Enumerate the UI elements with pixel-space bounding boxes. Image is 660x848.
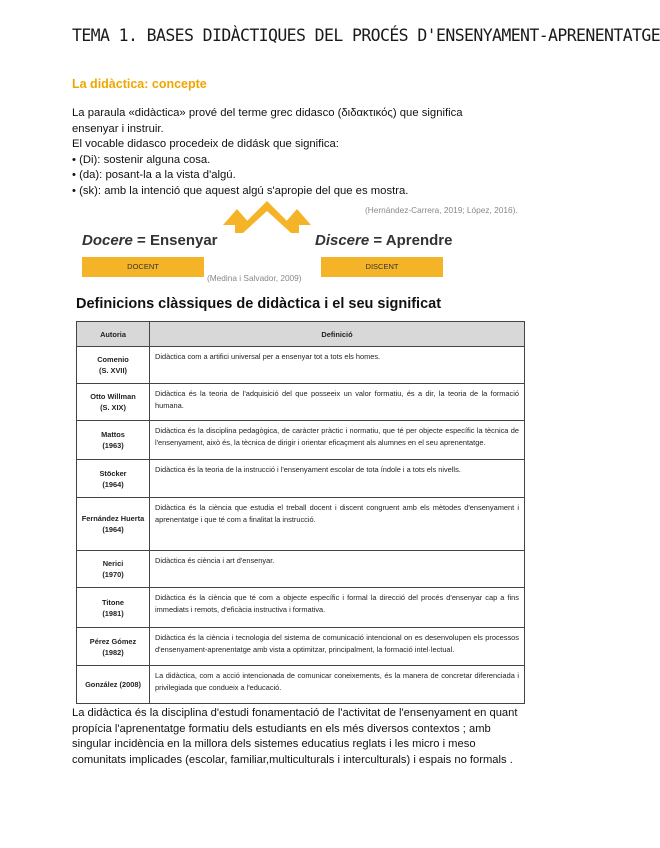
table-row bbox=[77, 588, 525, 628]
intro-line: • (Di): sostenir alguna cosa. bbox=[72, 153, 211, 166]
discere-equals: = bbox=[369, 232, 386, 249]
definition-cell: Didàctica és la ciència que estudia el treball docent i discent congruent amb els mètodes d'ensenyament i aprenentatge i que té com a finalitat la instrucció. bbox=[150, 498, 525, 551]
section-subtitle: La didàctica: concepte bbox=[72, 77, 207, 91]
citation-hernandez-lopez: (Hernández-Carrera, 2019; López, 2016). bbox=[365, 205, 518, 215]
definition-cell: La didàctica, com a acció intencionada de comunicar coneixements, és la manera de concretar diferenciada i privilegiada que condueix a l'educació. bbox=[150, 666, 525, 704]
docent-badge: DOCENT bbox=[82, 257, 204, 277]
author-cell: Nerici (1970) bbox=[77, 551, 150, 588]
docere-term bbox=[82, 232, 218, 249]
bidirectional-arrow-icon bbox=[221, 195, 313, 237]
table-row bbox=[77, 421, 525, 460]
definitions-table bbox=[76, 321, 525, 704]
table-row bbox=[77, 384, 525, 421]
closing-line: La didàctica és la disciplina d'estudi fonamentació de l'activitat de l'ensenyament en quant bbox=[72, 707, 518, 719]
intro-line: • (sk): amb la intenció que aquest algú s'apropie del que es mostra. bbox=[72, 184, 409, 197]
docere-equals: = bbox=[132, 232, 150, 249]
author-cell: Comenio (S. XVII) bbox=[77, 347, 150, 384]
author-cell: Stöcker (1964) bbox=[77, 460, 150, 498]
closing-line: singular incidència en la millora dels sistemes educatius reglats i les micro i meso bbox=[72, 738, 476, 750]
page-title: TEMA 1. BASES DIDÀCTIQUES DEL PROCÉS D'ENSENYAMENT-APRENENTATGE bbox=[72, 26, 660, 45]
definition-cell: Didàctica és la ciència que té com a objecte específic i formal la direcció del procés d'ensenyar cap a fins immediats i remots, d'eficàcia instructiva i formativa. bbox=[150, 588, 525, 628]
intro-paragraph bbox=[72, 106, 542, 199]
table-header-row bbox=[77, 322, 525, 347]
definition-cell: Didàctica és ciència i art d'ensenyar. bbox=[150, 551, 525, 588]
definition-cell: Didàctica com a artifici universal per a ensenyar tot a tots els homes. bbox=[150, 347, 525, 384]
discere-latin: Discere bbox=[315, 232, 370, 249]
discent-badge: DISCENT bbox=[321, 257, 443, 277]
definitions-title: Definicions clàssiques de didàctica i el seu significat bbox=[76, 296, 442, 312]
table-row bbox=[77, 628, 525, 666]
author-cell: Mattos (1963) bbox=[77, 421, 150, 460]
definition-cell: Didàctica és la teoria de la instrucció i l'ensenyament escolar de tota índole i a tots els nivells. bbox=[150, 460, 525, 498]
docere-latin: Docere bbox=[82, 232, 133, 249]
intro-line: • (da): posant-la a la vista d'algú. bbox=[72, 169, 236, 181]
intro-line: La paraula «didàctica» prové del terme grec didasco (διδακτικός) que significa bbox=[72, 107, 463, 119]
definition-cell: Didàctica és la ciència i tecnologia del sistema de comunicació intencional on es desenvolupen els processos d'ensenyament-aprenentatge amb vista a optimitzar, principalment, la formació intel·lectual. bbox=[150, 628, 525, 666]
table-row bbox=[77, 347, 525, 384]
table-row bbox=[77, 551, 525, 588]
table-row bbox=[77, 498, 525, 551]
intro-line: ensenyar i instruir. bbox=[72, 122, 164, 135]
author-cell: González (2008) bbox=[77, 666, 150, 704]
discere-catalan: Aprendre bbox=[385, 232, 453, 249]
citation-medina-salvador: (Medina i Salvador, 2009) bbox=[207, 273, 302, 283]
intro-line: El vocable didasco procedeix de didásk que significa: bbox=[72, 138, 339, 150]
author-cell: Fernández Huerta (1964) bbox=[77, 498, 150, 551]
closing-paragraph bbox=[72, 706, 532, 768]
closing-line: propícia l'aprenentatge formatiu dels estudiants en els més diversos contextos ; amb bbox=[72, 722, 491, 735]
author-cell: Titone (1981) bbox=[77, 588, 150, 628]
definition-column-header: Definició bbox=[150, 322, 525, 347]
docere-catalan: Ensenyar bbox=[149, 232, 218, 249]
author-cell: Pérez Gómez (1982) bbox=[77, 628, 150, 666]
definition-cell: Didàctica és la teoria de l'adquisició del que posseeix un valor formatiu, és a dir, la teoria de la formació humana. bbox=[150, 384, 525, 421]
discere-term bbox=[315, 232, 452, 249]
table-row bbox=[77, 666, 525, 704]
author-column-header: Autoria bbox=[77, 322, 150, 347]
closing-line: comunitats implicades (escolar, familiar,multiculturals i interculturals) i espais no formals . bbox=[72, 753, 513, 766]
author-cell: Otto Willman (S. XIX) bbox=[77, 384, 150, 421]
table-row bbox=[77, 460, 525, 498]
definition-cell: Didàctica és la disciplina pedagògica, de caràcter pràctic i normatiu, que té per objecte específic la tècnica de l'ensenyament, això és, la tècnica de dirigir i orientar eficaçment als alumnes en el seu aprenentatge. bbox=[150, 421, 525, 460]
